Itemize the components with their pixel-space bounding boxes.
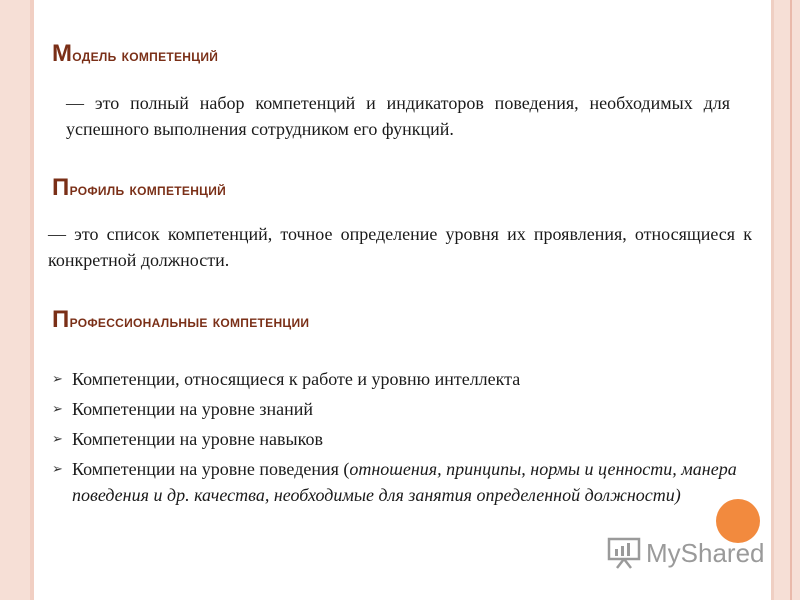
left-frame-inner-border <box>30 0 34 600</box>
arrow-bullet-icon: ➢ <box>52 432 63 447</box>
right-frame-inner-border <box>771 0 774 600</box>
list-item-text: Компетенции на уровне знаний <box>72 399 314 419</box>
list-item-text: Компетенции на уровне поведения ( <box>72 459 350 479</box>
model-heading-rest: одель компетенций <box>72 46 219 65</box>
professional-heading-rest: рофессиональные компетенции <box>69 312 310 331</box>
list-item <box>52 456 752 508</box>
model-definition: — это полный набор компетенций и индикаторов поведения, необходимых для успешного выполнения сотрудником его функций. <box>66 93 730 139</box>
profile-heading-rest: рофиль компетенций <box>69 180 227 199</box>
arrow-bullet-icon: ➢ <box>52 402 63 417</box>
list-item-italic-text: отношения, принципы, нормы и ценности, манера поведения и др. качества, необходимые для занятия определенной должности) <box>72 459 737 505</box>
right-frame-line <box>790 0 792 600</box>
list-item <box>52 426 752 452</box>
left-frame-border <box>0 0 30 600</box>
list-item-text: Компетенции на уровне навыков <box>72 429 323 449</box>
watermark-text: MyShared <box>646 537 765 568</box>
right-frame-border <box>774 0 800 600</box>
profile-heading <box>52 174 226 202</box>
presentation-board-icon <box>606 536 642 570</box>
profile-heading-cap: П <box>52 174 70 201</box>
arrow-bullet-icon: ➢ <box>52 462 63 477</box>
professional-heading-cap: П <box>52 306 70 333</box>
myshared-watermark <box>606 536 765 570</box>
professional-competencies-list <box>52 366 752 512</box>
arrow-bullet-icon: ➢ <box>52 372 63 387</box>
model-heading-cap: М <box>52 40 73 67</box>
professional-heading <box>52 306 309 334</box>
list-item-text: Компетенции, относящиеся к работе и уровню интеллекта <box>72 369 521 389</box>
list-item <box>52 366 752 392</box>
profile-definition: — это список компетенций, точное определение уровня их проявления, относящиеся к конкретной должности. <box>48 224 752 270</box>
list-item <box>52 396 752 422</box>
model-heading <box>52 40 218 68</box>
